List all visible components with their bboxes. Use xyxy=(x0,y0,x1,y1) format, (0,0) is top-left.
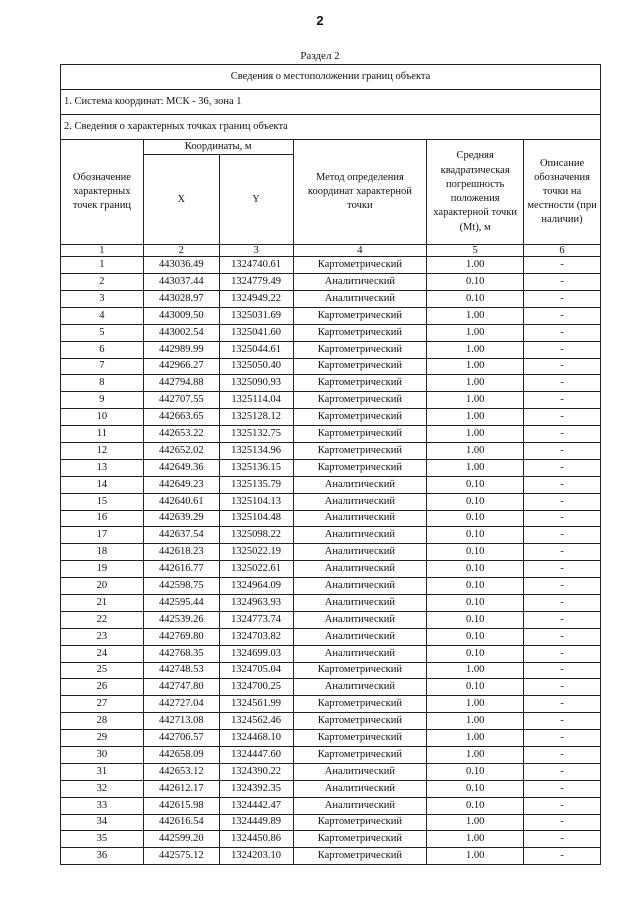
coord-x-cell: 442639.29 xyxy=(143,510,219,527)
method-cell: Картометрический xyxy=(293,307,427,324)
method-cell: Аналитический xyxy=(293,493,427,510)
header-coordinates: Координаты, м xyxy=(143,140,293,155)
error-cell: 1.00 xyxy=(427,814,524,831)
coord-x-cell: 442653.22 xyxy=(143,426,219,443)
header-x: X xyxy=(143,155,219,245)
description-cell: - xyxy=(524,324,601,341)
table-row xyxy=(61,814,601,831)
table-row xyxy=(61,375,601,392)
point-number-cell: 10 xyxy=(61,409,144,426)
method-cell: Картометрический xyxy=(293,459,427,476)
method-cell: Аналитический xyxy=(293,578,427,595)
table-row xyxy=(61,696,601,713)
method-cell: Аналитический xyxy=(293,595,427,612)
coord-y-cell: 1325022.61 xyxy=(219,561,293,578)
coord-y-cell: 1324699.03 xyxy=(219,645,293,662)
error-cell: 1.00 xyxy=(427,747,524,764)
method-cell: Аналитический xyxy=(293,527,427,544)
table-row xyxy=(61,628,601,645)
method-cell: Аналитический xyxy=(293,510,427,527)
point-number-cell: 16 xyxy=(61,510,144,527)
point-number-cell: 17 xyxy=(61,527,144,544)
point-number-cell: 18 xyxy=(61,544,144,561)
coord-y-cell: 1325132.75 xyxy=(219,426,293,443)
table-row xyxy=(61,544,601,561)
error-cell: 0.10 xyxy=(427,578,524,595)
column-number: 6 xyxy=(524,245,601,257)
coord-y-cell: 1325031.69 xyxy=(219,307,293,324)
table-row xyxy=(61,409,601,426)
coord-y-cell: 1324447.60 xyxy=(219,747,293,764)
error-cell: 0.10 xyxy=(427,679,524,696)
error-cell: 1.00 xyxy=(427,358,524,375)
coord-x-cell: 442598.75 xyxy=(143,578,219,595)
description-cell: - xyxy=(524,358,601,375)
description-cell: - xyxy=(524,493,601,510)
method-cell: Картометрический xyxy=(293,324,427,341)
point-number-cell: 31 xyxy=(61,763,144,780)
coord-x-cell: 442618.23 xyxy=(143,544,219,561)
point-number-cell: 32 xyxy=(61,780,144,797)
coord-y-cell: 1324450.86 xyxy=(219,831,293,848)
table-row xyxy=(61,443,601,460)
table-row xyxy=(61,848,601,865)
table-row xyxy=(61,763,601,780)
coord-y-cell: 1325098.22 xyxy=(219,527,293,544)
error-cell: 0.10 xyxy=(427,628,524,645)
description-cell: - xyxy=(524,307,601,324)
coord-y-cell: 1325135.79 xyxy=(219,476,293,493)
page-number: 2 xyxy=(316,13,324,28)
coord-x-cell: 442616.77 xyxy=(143,561,219,578)
coord-y-cell: 1325041.60 xyxy=(219,324,293,341)
point-number-cell: 27 xyxy=(61,696,144,713)
method-cell: Аналитический xyxy=(293,544,427,561)
point-number-cell: 1 xyxy=(61,257,144,274)
coord-y-cell: 1324392.35 xyxy=(219,780,293,797)
coord-y-cell: 1325104.13 xyxy=(219,493,293,510)
coord-y-cell: 1324773.74 xyxy=(219,611,293,628)
error-cell: 0.10 xyxy=(427,510,524,527)
method-cell: Картометрический xyxy=(293,443,427,460)
document-title: Сведения о местоположении границ объекта xyxy=(61,65,601,90)
point-number-cell: 2 xyxy=(61,274,144,291)
description-cell: - xyxy=(524,510,601,527)
description-cell: - xyxy=(524,628,601,645)
coord-y-cell: 1325134.96 xyxy=(219,443,293,460)
point-number-cell: 24 xyxy=(61,645,144,662)
header-description: Описание обозначения точки на местности (при наличии) xyxy=(524,140,601,245)
method-cell: Картометрический xyxy=(293,662,427,679)
point-number-cell: 8 xyxy=(61,375,144,392)
point-number-cell: 7 xyxy=(61,358,144,375)
coord-x-cell: 442794.88 xyxy=(143,375,219,392)
error-cell: 1.00 xyxy=(427,341,524,358)
method-cell: Аналитический xyxy=(293,679,427,696)
point-number-cell: 22 xyxy=(61,611,144,628)
description-cell: - xyxy=(524,713,601,730)
coord-x-cell: 443028.97 xyxy=(143,290,219,307)
error-cell: 1.00 xyxy=(427,696,524,713)
point-number-cell: 25 xyxy=(61,662,144,679)
point-number-cell: 9 xyxy=(61,392,144,409)
description-cell: - xyxy=(524,375,601,392)
coord-x-cell: 442637.54 xyxy=(143,527,219,544)
point-number-cell: 14 xyxy=(61,476,144,493)
method-cell: Картометрический xyxy=(293,747,427,764)
point-number-cell: 15 xyxy=(61,493,144,510)
coord-y-cell: 1325050.40 xyxy=(219,358,293,375)
coord-y-cell: 1324963.93 xyxy=(219,595,293,612)
point-number-cell: 5 xyxy=(61,324,144,341)
method-cell: Аналитический xyxy=(293,561,427,578)
column-number: 4 xyxy=(293,245,427,257)
coord-system-line: 1. Система координат: МСК - 36, зона 1 xyxy=(61,90,601,115)
method-cell: Аналитический xyxy=(293,476,427,493)
points-heading: 2. Сведения о характерных точках границ объекта xyxy=(61,115,601,140)
method-cell: Картометрический xyxy=(293,257,427,274)
error-cell: 0.10 xyxy=(427,274,524,291)
coord-y-cell: 1324562.46 xyxy=(219,713,293,730)
table-row xyxy=(61,257,601,274)
error-cell: 0.10 xyxy=(427,780,524,797)
coord-y-cell: 1325090.93 xyxy=(219,375,293,392)
boundary-points-table xyxy=(60,64,601,865)
method-cell: Аналитический xyxy=(293,290,427,307)
description-cell: - xyxy=(524,696,601,713)
description-cell: - xyxy=(524,611,601,628)
table-row xyxy=(61,730,601,747)
description-cell: - xyxy=(524,831,601,848)
coord-y-cell: 1324449.89 xyxy=(219,814,293,831)
table-row xyxy=(61,645,601,662)
table-row xyxy=(61,561,601,578)
coord-y-cell: 1324468.10 xyxy=(219,730,293,747)
coord-y-cell: 1324949.22 xyxy=(219,290,293,307)
point-number-cell: 21 xyxy=(61,595,144,612)
table-row xyxy=(61,578,601,595)
description-cell: - xyxy=(524,578,601,595)
coord-y-cell: 1324740.61 xyxy=(219,257,293,274)
description-cell: - xyxy=(524,780,601,797)
coord-y-cell: 1325114.04 xyxy=(219,392,293,409)
point-number-cell: 33 xyxy=(61,797,144,814)
method-cell: Картометрический xyxy=(293,730,427,747)
method-cell: Аналитический xyxy=(293,628,427,645)
coord-x-cell: 442769.80 xyxy=(143,628,219,645)
error-cell: 1.00 xyxy=(427,375,524,392)
description-cell: - xyxy=(524,443,601,460)
coord-y-cell: 1324561.99 xyxy=(219,696,293,713)
table-row xyxy=(61,307,601,324)
coord-x-cell: 442649.23 xyxy=(143,476,219,493)
method-cell: Картометрический xyxy=(293,409,427,426)
description-cell: - xyxy=(524,797,601,814)
table-row xyxy=(61,595,601,612)
method-cell: Аналитический xyxy=(293,780,427,797)
error-cell: 1.00 xyxy=(427,392,524,409)
coord-x-cell: 442649.36 xyxy=(143,459,219,476)
coord-x-cell: 442612.17 xyxy=(143,780,219,797)
description-cell: - xyxy=(524,679,601,696)
table-row xyxy=(61,493,601,510)
table-row xyxy=(61,831,601,848)
error-cell: 1.00 xyxy=(427,662,524,679)
coord-x-cell: 443036.49 xyxy=(143,257,219,274)
table-row xyxy=(61,713,601,730)
description-cell: - xyxy=(524,459,601,476)
coord-x-cell: 442616.54 xyxy=(143,814,219,831)
error-cell: 1.00 xyxy=(427,324,524,341)
table-row xyxy=(61,510,601,527)
coord-y-cell: 1325044.61 xyxy=(219,341,293,358)
coord-y-cell: 1325136.15 xyxy=(219,459,293,476)
table-row xyxy=(61,797,601,814)
description-cell: - xyxy=(524,662,601,679)
method-cell: Аналитический xyxy=(293,763,427,780)
error-cell: 0.10 xyxy=(427,476,524,493)
error-cell: 0.10 xyxy=(427,797,524,814)
table-row xyxy=(61,324,601,341)
description-cell: - xyxy=(524,645,601,662)
description-cell: - xyxy=(524,392,601,409)
header-designation: Обозначение характерных точек границ xyxy=(61,140,144,245)
description-cell: - xyxy=(524,730,601,747)
method-cell: Картометрический xyxy=(293,831,427,848)
section-label: Раздел 2 xyxy=(300,50,340,62)
table-row xyxy=(61,747,601,764)
method-cell: Картометрический xyxy=(293,696,427,713)
table-row xyxy=(61,780,601,797)
coord-x-cell: 442653.12 xyxy=(143,763,219,780)
coord-y-cell: 1325128.12 xyxy=(219,409,293,426)
coord-x-cell: 442706.57 xyxy=(143,730,219,747)
error-cell: 0.10 xyxy=(427,544,524,561)
error-cell: 1.00 xyxy=(427,730,524,747)
description-cell: - xyxy=(524,426,601,443)
table-row xyxy=(61,662,601,679)
error-cell: 1.00 xyxy=(427,426,524,443)
table-row xyxy=(61,426,601,443)
point-number-cell: 11 xyxy=(61,426,144,443)
coord-x-cell: 442707.55 xyxy=(143,392,219,409)
column-number: 2 xyxy=(143,245,219,257)
description-cell: - xyxy=(524,527,601,544)
error-cell: 1.00 xyxy=(427,459,524,476)
coord-x-cell: 443009.50 xyxy=(143,307,219,324)
description-cell: - xyxy=(524,747,601,764)
point-number-cell: 20 xyxy=(61,578,144,595)
point-number-cell: 4 xyxy=(61,307,144,324)
table-row xyxy=(61,341,601,358)
coord-y-cell: 1325104.48 xyxy=(219,510,293,527)
error-cell: 1.00 xyxy=(427,713,524,730)
description-cell: - xyxy=(524,409,601,426)
point-number-cell: 3 xyxy=(61,290,144,307)
table-row xyxy=(61,274,601,291)
error-cell: 0.10 xyxy=(427,527,524,544)
point-number-cell: 13 xyxy=(61,459,144,476)
coord-y-cell: 1324390.22 xyxy=(219,763,293,780)
table-row xyxy=(61,459,601,476)
coord-x-cell: 442595.44 xyxy=(143,595,219,612)
coord-x-cell: 442747.80 xyxy=(143,679,219,696)
description-cell: - xyxy=(524,257,601,274)
method-cell: Аналитический xyxy=(293,611,427,628)
table-row xyxy=(61,476,601,493)
point-number-cell: 28 xyxy=(61,713,144,730)
method-cell: Картометрический xyxy=(293,848,427,865)
point-number-cell: 26 xyxy=(61,679,144,696)
method-cell: Картометрический xyxy=(293,358,427,375)
error-cell: 0.10 xyxy=(427,493,524,510)
coord-x-cell: 442658.09 xyxy=(143,747,219,764)
method-cell: Картометрический xyxy=(293,814,427,831)
coord-x-cell: 442575.12 xyxy=(143,848,219,865)
coord-y-cell: 1324705.04 xyxy=(219,662,293,679)
coord-y-cell: 1324703.82 xyxy=(219,628,293,645)
error-cell: 1.00 xyxy=(427,848,524,865)
header-error: Средняя квадратическая погрешность положения характерной точки (Mt), м xyxy=(427,140,524,245)
method-cell: Аналитический xyxy=(293,797,427,814)
table-row xyxy=(61,392,601,409)
coord-x-cell: 442615.98 xyxy=(143,797,219,814)
error-cell: 0.10 xyxy=(427,763,524,780)
description-cell: - xyxy=(524,476,601,493)
coord-x-cell: 442663.65 xyxy=(143,409,219,426)
coord-x-cell: 442768.35 xyxy=(143,645,219,662)
error-cell: 0.10 xyxy=(427,611,524,628)
method-cell: Картометрический xyxy=(293,713,427,730)
error-cell: 0.10 xyxy=(427,595,524,612)
point-number-cell: 36 xyxy=(61,848,144,865)
method-cell: Картометрический xyxy=(293,341,427,358)
method-cell: Аналитический xyxy=(293,274,427,291)
header-y: Y xyxy=(219,155,293,245)
point-number-cell: 35 xyxy=(61,831,144,848)
method-cell: Картометрический xyxy=(293,392,427,409)
column-number: 3 xyxy=(219,245,293,257)
coord-x-cell: 442713.08 xyxy=(143,713,219,730)
error-cell: 1.00 xyxy=(427,307,524,324)
coord-y-cell: 1325022.19 xyxy=(219,544,293,561)
coord-x-cell: 442640.61 xyxy=(143,493,219,510)
coord-x-cell: 442652.02 xyxy=(143,443,219,460)
point-number-cell: 34 xyxy=(61,814,144,831)
method-cell: Аналитический xyxy=(293,645,427,662)
table-row xyxy=(61,611,601,628)
coord-y-cell: 1324203.10 xyxy=(219,848,293,865)
description-cell: - xyxy=(524,561,601,578)
description-cell: - xyxy=(524,290,601,307)
column-number: 5 xyxy=(427,245,524,257)
coord-x-cell: 442727.04 xyxy=(143,696,219,713)
coord-x-cell: 442539.26 xyxy=(143,611,219,628)
coord-x-cell: 442989.99 xyxy=(143,341,219,358)
error-cell: 0.10 xyxy=(427,645,524,662)
description-cell: - xyxy=(524,848,601,865)
point-number-cell: 19 xyxy=(61,561,144,578)
coord-y-cell: 1324964.09 xyxy=(219,578,293,595)
coord-x-cell: 442599.20 xyxy=(143,831,219,848)
point-number-cell: 29 xyxy=(61,730,144,747)
description-cell: - xyxy=(524,544,601,561)
point-number-cell: 30 xyxy=(61,747,144,764)
error-cell: 1.00 xyxy=(427,409,524,426)
coord-x-cell: 443002.54 xyxy=(143,324,219,341)
column-number: 1 xyxy=(61,245,144,257)
point-number-cell: 12 xyxy=(61,443,144,460)
coord-y-cell: 1324442.47 xyxy=(219,797,293,814)
coord-y-cell: 1324779.49 xyxy=(219,274,293,291)
description-cell: - xyxy=(524,274,601,291)
description-cell: - xyxy=(524,763,601,780)
error-cell: 1.00 xyxy=(427,831,524,848)
point-number-cell: 6 xyxy=(61,341,144,358)
point-number-cell: 23 xyxy=(61,628,144,645)
header-method: Метод определения координат характерной точки xyxy=(293,140,427,245)
coord-y-cell: 1324700.25 xyxy=(219,679,293,696)
coord-x-cell: 443037.44 xyxy=(143,274,219,291)
coord-x-cell: 442748.53 xyxy=(143,662,219,679)
method-cell: Картометрический xyxy=(293,375,427,392)
table-row xyxy=(61,290,601,307)
description-cell: - xyxy=(524,814,601,831)
error-cell: 1.00 xyxy=(427,443,524,460)
coord-x-cell: 442966.27 xyxy=(143,358,219,375)
table-row xyxy=(61,527,601,544)
description-cell: - xyxy=(524,595,601,612)
method-cell: Картометрический xyxy=(293,426,427,443)
table-row xyxy=(61,679,601,696)
description-cell: - xyxy=(524,341,601,358)
error-cell: 0.10 xyxy=(427,561,524,578)
error-cell: 1.00 xyxy=(427,257,524,274)
table-row xyxy=(61,358,601,375)
error-cell: 0.10 xyxy=(427,290,524,307)
